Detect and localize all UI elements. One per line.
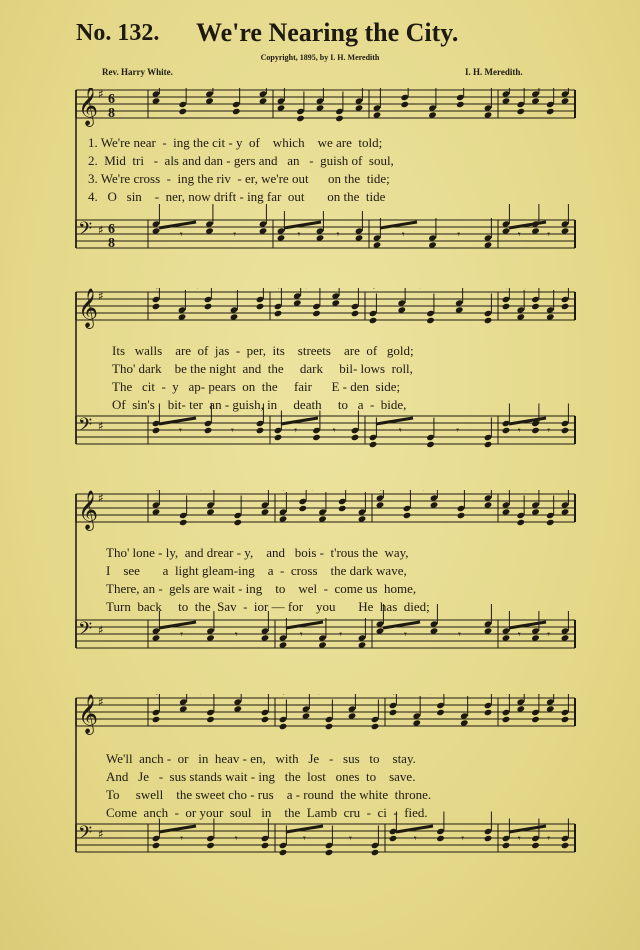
note-head (561, 303, 570, 310)
note-head (484, 709, 493, 716)
lyric-line: Of sin's bit- ter an - guish, in death to a - bide, (112, 397, 407, 412)
note-head (502, 427, 511, 434)
music-system-2 (0, 288, 640, 468)
note-head (561, 716, 570, 723)
note-head (325, 723, 334, 730)
sharp-icon: ♯ (98, 695, 104, 709)
note-head (206, 716, 215, 723)
rest-icon: 𝄾 (457, 228, 461, 241)
lyric-line: And Je - sus stands wait - ing the lost ones to save. (106, 769, 416, 784)
lyric-line: There, an - gels are wait - ing to wel - come us home, (106, 581, 417, 596)
note-head (369, 317, 378, 324)
treble-clef-icon: 𝄞 (78, 694, 99, 734)
note-head (279, 723, 288, 730)
time-signature: 8 (108, 106, 115, 121)
note-head (256, 303, 265, 310)
time-signature: 6 (108, 222, 115, 237)
rest-icon: 𝄾 (231, 424, 234, 437)
note-head (204, 303, 213, 310)
note-head (279, 849, 288, 856)
composer-credit: I. H. Meredith. (465, 67, 523, 77)
lyric-line: Tho' dark be the night and the dark bil- lows roll, (112, 361, 413, 376)
note-head (351, 310, 360, 317)
bass-clef-icon: 𝄢 (78, 619, 93, 644)
rest-icon: 𝄾 (547, 628, 551, 641)
note-head (531, 842, 540, 849)
rest-icon: 𝄾 (336, 228, 340, 241)
note-head (561, 842, 570, 849)
rest-icon: 𝄾 (547, 832, 551, 845)
rest-icon: 𝄾 (517, 424, 521, 437)
lyric-line: 2. Mid tri - als and dan - gers and an - guish of soul, (88, 153, 394, 168)
rest-icon: 𝄾 (517, 628, 521, 641)
note-head (426, 441, 435, 448)
note-head (369, 441, 378, 448)
note-head (261, 842, 270, 849)
rest-icon: 𝄾 (297, 228, 301, 241)
rest-icon: 𝄾 (401, 228, 405, 241)
rest-icon: 𝄾 (179, 424, 182, 437)
note-head (484, 317, 493, 324)
note-head (456, 101, 465, 108)
note-head (371, 849, 380, 856)
copyright-line: Copyright, 1895, by I. H. Meredith (260, 53, 380, 62)
note-head (389, 709, 398, 716)
rest-icon: 𝄾 (517, 832, 521, 845)
rest-icon: 𝄾 (234, 628, 238, 641)
rest-icon: 𝄾 (294, 424, 298, 437)
note-head (531, 427, 540, 434)
music-system-1 (0, 88, 640, 268)
hymn-title: We're Nearing the City. (196, 18, 459, 47)
lyric-line: Turn back to the Sav - ior — for you He has died; (106, 599, 430, 614)
note-head (274, 434, 283, 441)
lyric-line: Its walls are of jas - per, its streets are of gold; (112, 343, 414, 358)
note-head (546, 108, 555, 115)
music-system-3 (0, 490, 640, 670)
sharp-icon: ♯ (98, 289, 104, 303)
bass-clef-icon: 𝄢 (78, 415, 93, 440)
treble-clef-icon: 𝄞 (78, 88, 99, 126)
note-head (335, 115, 344, 122)
lyric-line: The cit - y ap- pears on the fair E - den side; (112, 379, 401, 394)
sharp-icon: ♯ (98, 827, 104, 841)
sharp-icon: ♯ (98, 623, 104, 637)
note-head (516, 519, 525, 526)
note-head (204, 427, 213, 434)
rest-icon: 𝄾 (339, 628, 343, 641)
note-head (233, 519, 242, 526)
lyric-line: 1. We're near - ing the cit - y of which we are told; (88, 135, 383, 150)
sharp-icon: ♯ (98, 491, 104, 505)
rest-icon: 𝄾 (458, 628, 461, 641)
note-head (457, 512, 466, 519)
lyric-line: I see a light gleam-ing a - cross the dark wave, (106, 563, 407, 578)
rest-icon: 𝄾 (456, 424, 460, 437)
bass-clef-icon: 𝄢 (78, 823, 93, 848)
note-head (502, 716, 511, 723)
note-head (296, 115, 305, 122)
rest-icon: 𝄾 (517, 228, 521, 241)
hymn-number: No. 132. (76, 20, 160, 46)
rest-icon: 𝄾 (547, 228, 551, 241)
lyric-line: Come anch - or your soul in the Lamb cru - ci - fied. (106, 805, 428, 820)
note-head (484, 441, 493, 448)
note-head (152, 427, 161, 434)
rest-icon: 𝄾 (299, 628, 303, 641)
rest-icon: 𝄾 (179, 228, 183, 241)
rest-icon: 𝄾 (234, 832, 238, 845)
rest-icon: 𝄾 (413, 832, 417, 845)
note-head (502, 842, 511, 849)
sharp-icon: ♯ (98, 88, 104, 101)
lyric-line: We'll anch - or in heav - en, with Je - sus to stay. (106, 751, 416, 766)
sharp-icon: ♯ (98, 419, 104, 433)
note-head (403, 512, 412, 519)
note-head (389, 835, 398, 842)
note-head (261, 716, 270, 723)
note-head (531, 716, 540, 723)
rest-icon: 𝄾 (349, 832, 352, 845)
note-head (152, 842, 161, 849)
rest-icon: 𝄾 (461, 832, 465, 845)
rest-icon: 𝄾 (303, 832, 306, 845)
hymn-header (0, 14, 640, 50)
note-head (232, 108, 241, 115)
note-head (484, 835, 493, 842)
note-head (312, 310, 321, 317)
music-system-4 (0, 694, 640, 874)
treble-clef-icon: 𝄞 (78, 490, 99, 530)
note-head (298, 505, 307, 512)
bass-clef-icon: 𝄢 (78, 219, 93, 244)
note-head (351, 434, 360, 441)
note-head (152, 303, 161, 310)
note-head (426, 317, 435, 324)
lyric-line: 3. We're cross - ing the riv - er, we're out on the tide; (88, 171, 390, 186)
rest-icon: 𝄾 (180, 628, 184, 641)
note-head (152, 716, 161, 723)
treble-clef-icon: 𝄞 (78, 288, 99, 328)
note-head (516, 108, 525, 115)
note-head (178, 108, 187, 115)
note-head (371, 723, 380, 730)
rest-icon: 𝄾 (404, 628, 407, 641)
rest-icon: 𝄾 (547, 424, 551, 437)
lyric-line: 4. O sin - ner, now drift - ing far out on the tide (88, 189, 386, 204)
time-signature: 8 (108, 236, 115, 251)
rest-icon: 𝄾 (180, 832, 184, 845)
rest-icon: 𝄾 (233, 228, 237, 241)
note-head (325, 849, 334, 856)
rest-icon: 𝄾 (332, 424, 336, 437)
note-head (436, 835, 445, 842)
sharp-icon: ♯ (98, 223, 104, 237)
note-head (312, 434, 321, 441)
note-head (206, 842, 215, 849)
note-head (561, 427, 570, 434)
lyric-line: To swell the sweet cho - rus a - round the white throne. (106, 787, 432, 802)
note-head (502, 303, 511, 310)
note-head (338, 505, 347, 512)
note-head (400, 101, 409, 108)
note-head (274, 310, 283, 317)
lyricist-credit: Rev. Harry White. (102, 67, 173, 77)
note-head (179, 519, 188, 526)
note-head (546, 519, 555, 526)
note-head (436, 709, 445, 716)
rest-icon: 𝄾 (398, 424, 402, 437)
time-signature: 6 (108, 92, 115, 107)
note-head (531, 303, 540, 310)
note-head (256, 427, 265, 434)
lyric-line: Tho' lone - ly, and drear - y, and bois - t'rous the way, (106, 545, 409, 560)
